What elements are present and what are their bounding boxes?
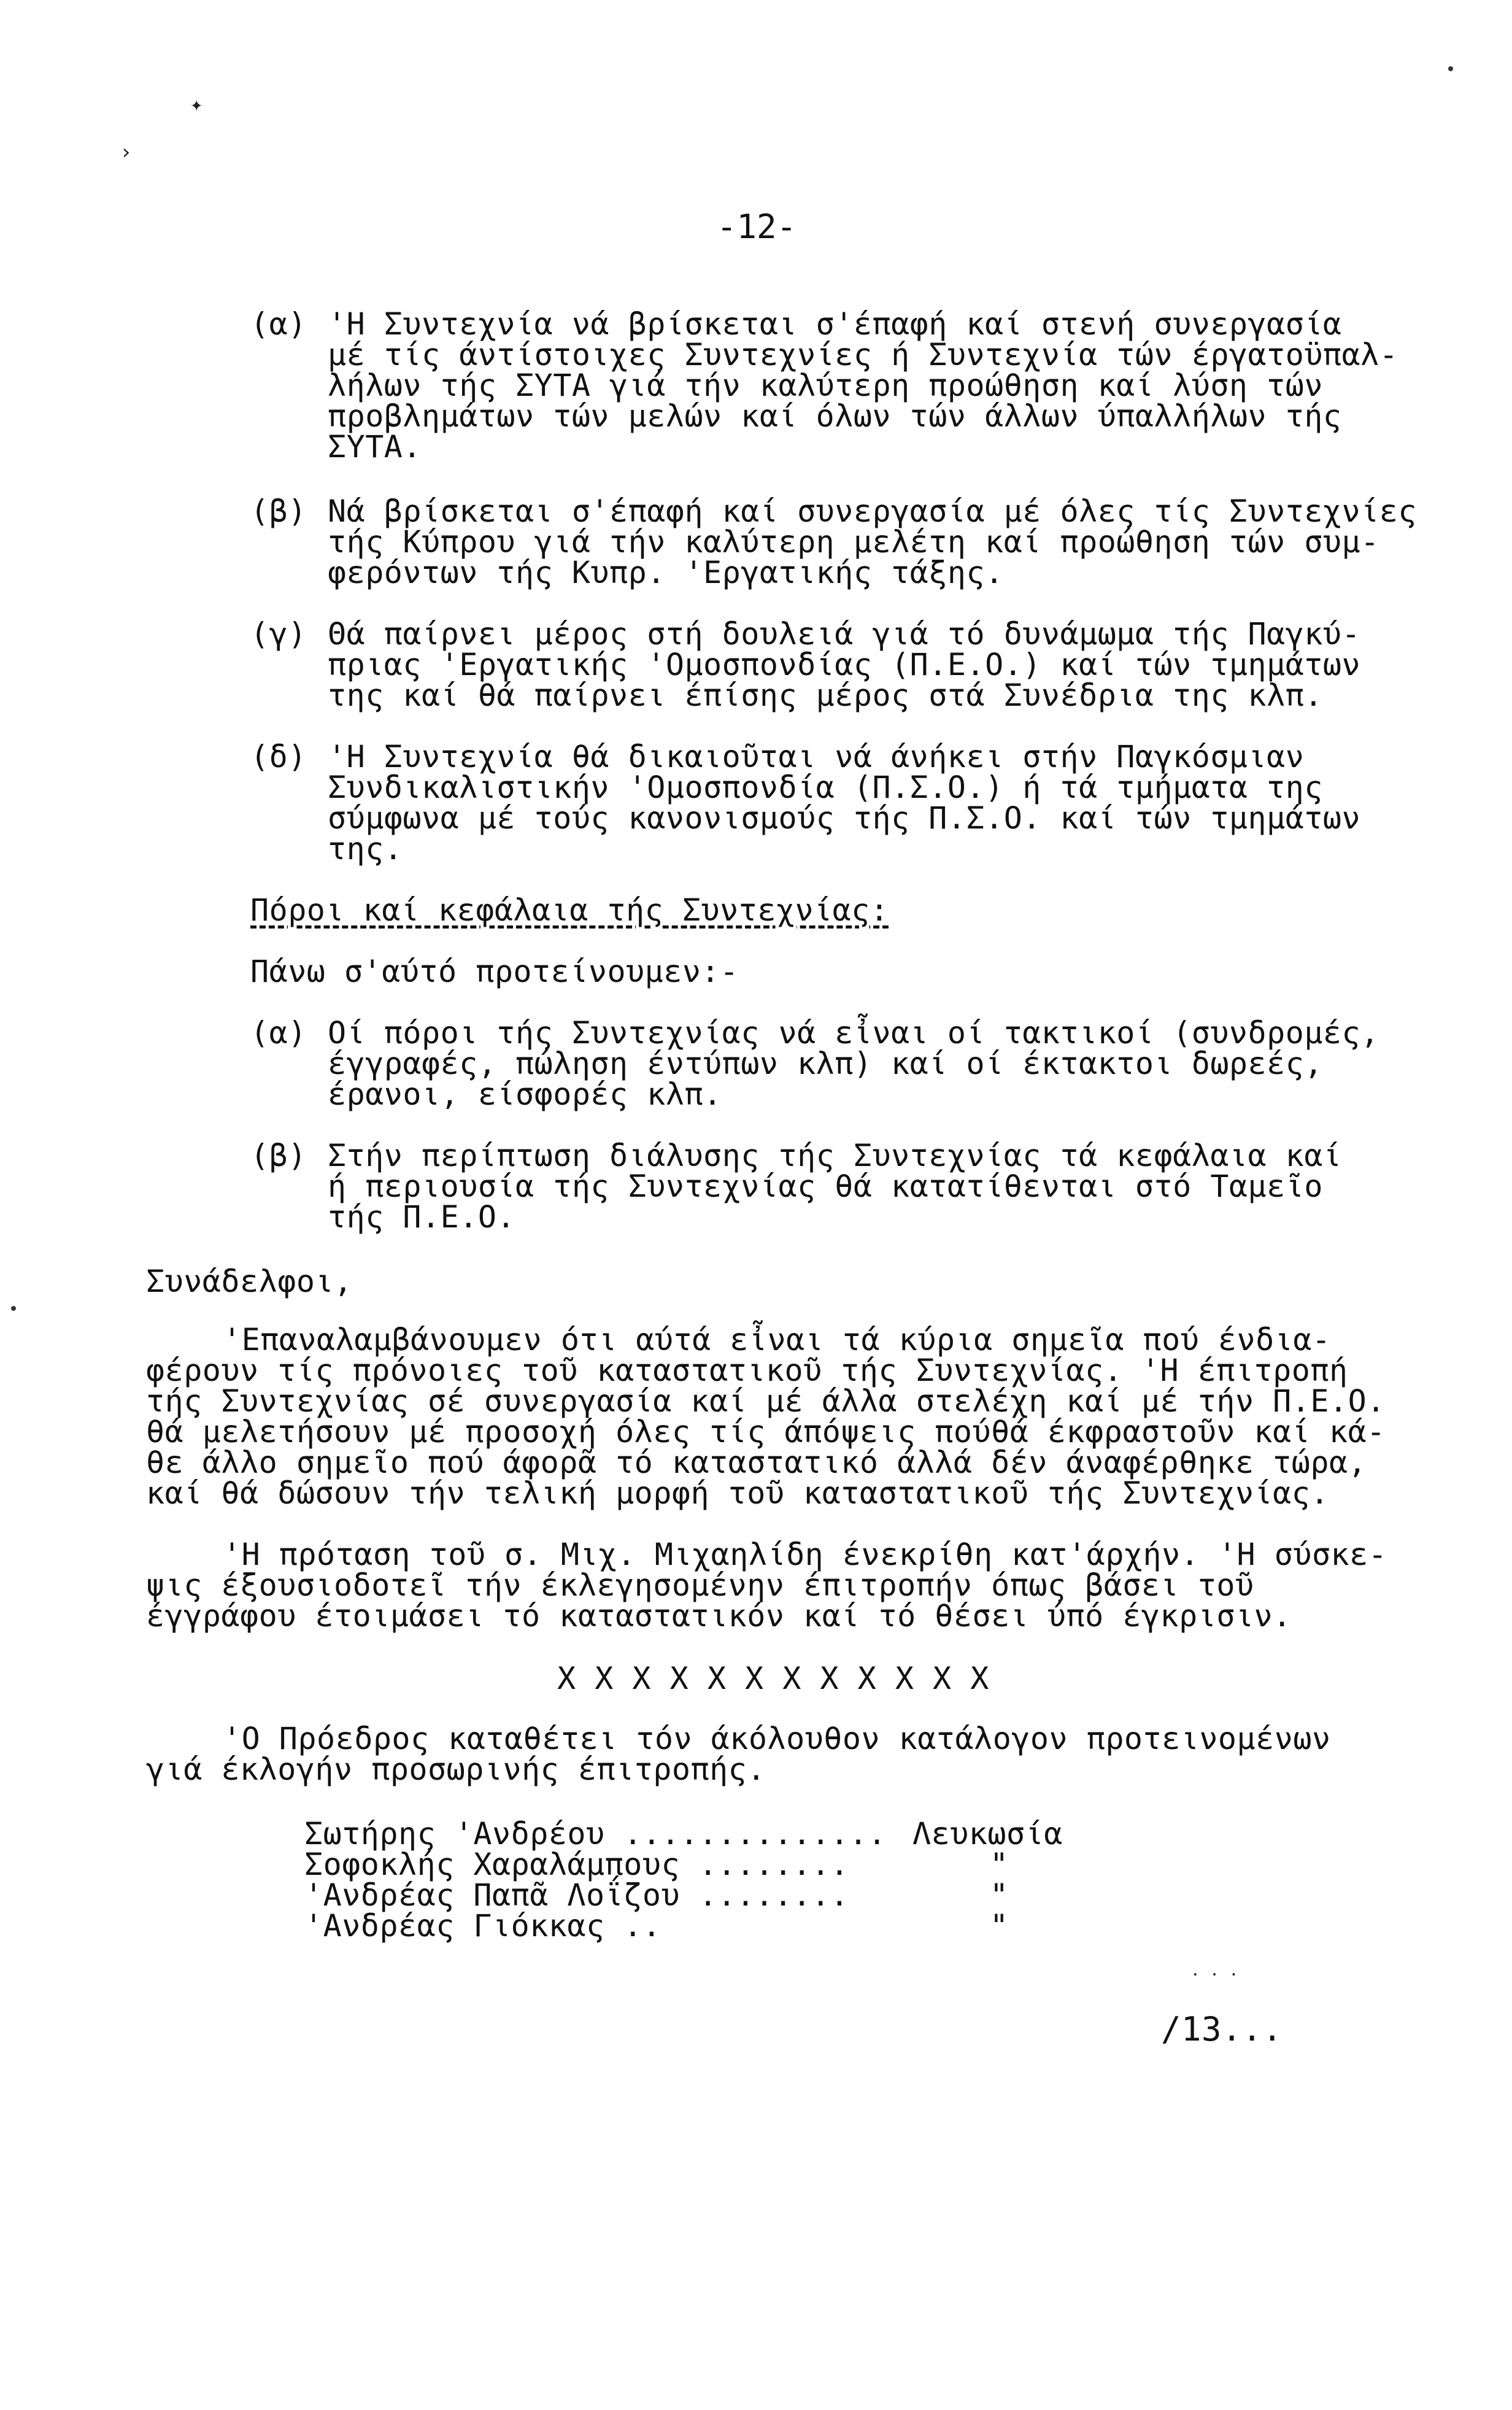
section-c-line: της καί θά παίρνει έπίσης μέρος στά Συνέδρια της κλπ. — [328, 678, 1323, 713]
nominee-name: Σωτήρης 'Ανδρέου — [304, 1816, 605, 1852]
nominee-row — [304, 1816, 906, 1852]
scan-mark: . . . — [1190, 1961, 1239, 1980]
paragraph-line: γιά έκλογήν προσωρινής έπιτροπής. — [146, 1751, 766, 1787]
paragraph-line: θά μελετήσουν μέ προσοχή όλες τίς άπόψεις πούθά έκφραστοῦν καί κά- — [146, 1414, 1386, 1450]
paragraph-line: φέρουν τίς πρόνοιες τοῦ καταστατικοῦ τής Συντεχνίας. 'Η έπιτροπή — [146, 1353, 1348, 1388]
paragraph-line: καί θά δώσουν τήν τελική μορφή τοῦ καταστατικοῦ τής Συντεχνίας. — [146, 1475, 1329, 1511]
nominee-row — [304, 1849, 868, 1880]
resources-a-label: (α) — [250, 1015, 307, 1051]
section-b-line: Νά βρίσκεται σ'έπαφή καί συνεργασία μέ όλες τίς Συντεχνίες — [328, 493, 1417, 529]
nominee-place: Λευκωσία — [912, 1816, 1063, 1852]
section-b-line: φερόντων τής Κυπρ. 'Εργατικής τάξης. — [328, 555, 1004, 590]
paragraph-line: 'Η πρόταση τοῦ σ. Μιχ. Μιχαηλίδη ένεκρίθη κατ'άρχήν. 'Η σύσκε- — [223, 1537, 1387, 1572]
resources-a-line: έρανοι, είσφορές κλπ. — [328, 1076, 722, 1112]
section-c-line: πριας 'Εργατικής 'Ομοσπονδίας (Π.Ε.Ο.) καί τών τμημάτων — [328, 647, 1361, 682]
scan-speck — [1448, 66, 1453, 71]
section-a-line: 'Η Συντεχνία νά βρίσκεται σ'έπαφή καί στενή συνεργασία — [328, 306, 1342, 342]
intro-text: Πάνω σ'αύτό προτείνουμεν:- — [250, 954, 739, 989]
section-d-label: (δ) — [250, 739, 307, 774]
section-heading-resources: Πόροι καί κεφάλαια τής Συντεχνίας: — [250, 892, 889, 928]
section-a-line: λήλων τής ΣΥΤΑ γιά τήν καλύτερη προώθηση καί λύση τών — [328, 368, 1323, 403]
resources-b-line: Στήν περίπτωση διάλυσης τής Συντεχνίας τά κεφάλαια καί — [328, 1138, 1342, 1173]
scan-mark: ✦ — [190, 92, 203, 117]
section-b-label: (β) — [250, 493, 307, 529]
section-b-line: τής Κύπρου γιά τήν καλύτερη μελέτη καί προώθηση τών συμ- — [328, 524, 1379, 560]
resources-a-line: Οί πόροι τής Συντεχνίας νά εἶναι οί τακτικοί (συνδρομές, — [328, 1015, 1379, 1051]
section-a-label: (α) — [250, 306, 307, 342]
nominee-row — [304, 1877, 868, 1913]
section-d-line: της. — [328, 831, 403, 867]
nominee-place: " — [990, 1877, 1009, 1913]
section-d-line: σύμφωνα μέ τούς κανονισμούς τής Π.Σ.Ο. καί τών τμημάτων — [328, 800, 1361, 836]
nominee-name: Σοφοκλής Χαραλάμπους — [304, 1847, 681, 1882]
nominee-name: 'Ανδρέας Γιόκκας — [304, 1908, 605, 1944]
resources-b-line: τής Π.Ε.Ο. — [328, 1199, 516, 1235]
nominee-row — [304, 1908, 681, 1944]
section-d-line: 'Η Συντεχνία θά δικαιοῦται νά άνήκει στήν Παγκόσμιαν — [328, 739, 1305, 774]
paragraph-line: ψις έξουσιοδοτεῖ τήν έκλεγησομένην έπιτροπήν όπως βάσει τοῦ — [146, 1567, 1254, 1603]
section-c-line: Θά παίρνει μέρος στή δουλειά γιά τό δυνάμωμα τής Παγκύ- — [328, 616, 1361, 652]
separator-line: X X X X X X X X X X X X — [557, 1661, 989, 1696]
section-a-line: ΣΥΤΑ. — [328, 429, 422, 465]
nominee-place: " — [990, 1847, 1009, 1882]
nominee-name: 'Ανδρέας Παπᾶ Λοΐζου — [304, 1877, 681, 1913]
scan-mark: › — [120, 140, 133, 164]
resources-a-line: έγγραφές, πώληση έντύπων κλπ) καί οί έκτακτοι δωρεές, — [328, 1046, 1323, 1081]
paragraph-line: έγγράφου έτοιμάσει τό καταστατικόν καί τό θέσει ύπό έγκρισιν. — [146, 1598, 1292, 1634]
paragraph-line: τής Συντεχνίας σέ συνεργασία καί μέ άλλα στελέχη καί μέ τήν Π.Ε.Ο. — [146, 1383, 1386, 1419]
section-d-line: Συνδικαλιστικήν 'Ομοσπονδία (Π.Σ.Ο.) ή τά τμήματα της — [328, 770, 1323, 805]
section-c-label: (γ) — [250, 616, 307, 652]
leader-dots: ........ — [680, 1877, 868, 1913]
salutation: Συνάδελφοι, — [146, 1264, 353, 1299]
leader-dots: .............. — [604, 1816, 906, 1852]
continuation-marker: /13... — [1161, 2010, 1283, 2049]
nominee-place: " — [990, 1908, 1009, 1944]
scan-speck — [11, 1306, 16, 1311]
page-number: -12- — [717, 207, 797, 246]
paragraph-line: 'Επαναλαμβάνουμεν ότι αύτά εἶναι τά κύρια σημεῖα πού ένδια- — [223, 1322, 1331, 1358]
paragraph-line: θε άλλο σημεῖο πού άφορᾶ τό καταστατικό άλλά δέν άναφέρθηκε τώρα, — [146, 1445, 1367, 1480]
paragraph-line: 'Ο Πρόεδρος καταθέτει τόν άκόλουθον κατάλογον προτεινομένων — [223, 1721, 1331, 1756]
resources-b-line: ή περιουσία τής Συντεχνίας θά κατατίθενται στό Ταμεῖο — [328, 1168, 1323, 1204]
section-a-line: μέ τίς άντίστοιχες Συντεχνίες ή Συντεχνία τών έργατοϋπαλ- — [328, 337, 1398, 373]
leader-dots: ........ — [680, 1847, 868, 1882]
resources-b-label: (β) — [250, 1138, 307, 1173]
section-a-line: προβλημάτων τών μελών καί όλων τών άλλων ύπαλλήλων τής — [328, 398, 1342, 434]
leader-dots: .. — [604, 1908, 681, 1944]
